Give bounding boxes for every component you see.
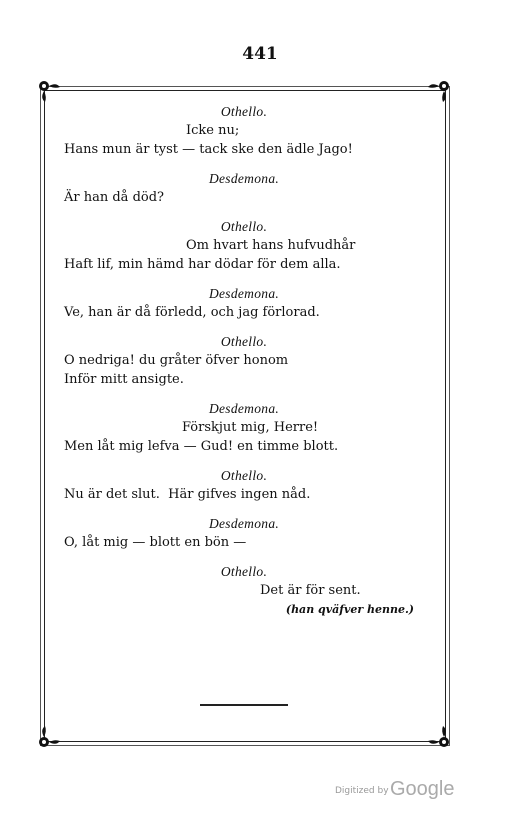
speaker-desdemona: Desdemona. [208, 401, 280, 416]
google-logo: Google [390, 778, 455, 800]
verse-line: Hans mun är tyst — tack ske den ädle Jago! [64, 142, 353, 157]
section-separator [200, 704, 288, 706]
speaker-othello: Othello. [220, 334, 268, 349]
verse-line: Det är för sent. [260, 583, 361, 598]
speaker-othello: Othello. [220, 468, 268, 483]
play-text [64, 102, 424, 629]
verse-line: Ve, han är då förledd, och jag förlorad. [64, 305, 320, 320]
verse-line: Nu är det slut. Här gifves ingen nåd. [64, 487, 311, 502]
speaker-othello: Othello. [220, 564, 268, 579]
verse-line: Om hvart hans hufvudhår [186, 238, 356, 253]
speaker-desdemona: Desdemona. [208, 171, 280, 186]
corner-ornament-top-right-icon [426, 78, 452, 104]
verse-line: Inför mitt ansigte. [64, 372, 184, 387]
page-number: 441 [242, 44, 278, 64]
speaker-desdemona: Desdemona. [208, 516, 280, 531]
speaker-othello: Othello. [220, 104, 268, 119]
speaker-desdemona: Desdemona. [208, 286, 280, 301]
verse-line: O, låt mig — blott en bön — [64, 535, 247, 550]
corner-ornament-bottom-right-icon [426, 724, 452, 750]
corner-ornament-bottom-left-icon [36, 724, 62, 750]
digitized-by-label: Digitized by [335, 786, 389, 796]
verse-line: Haft lif, min hämd har dödar för dem alla. [64, 257, 341, 272]
speaker-othello: Othello. [220, 219, 268, 234]
verse-line: Förskjut mig, Herre! [182, 420, 319, 435]
verse-line: O nedriga! du gråter öfver honom [64, 353, 289, 368]
stage-direction: (han qväfver henne.) [285, 603, 414, 616]
corner-ornament-top-left-icon [36, 78, 62, 104]
verse-line: Men låt mig lefva — Gud! en timme blott. [64, 439, 339, 454]
verse-line: Icke nu; [186, 123, 240, 138]
verse-line: Är han då död? [64, 190, 165, 205]
